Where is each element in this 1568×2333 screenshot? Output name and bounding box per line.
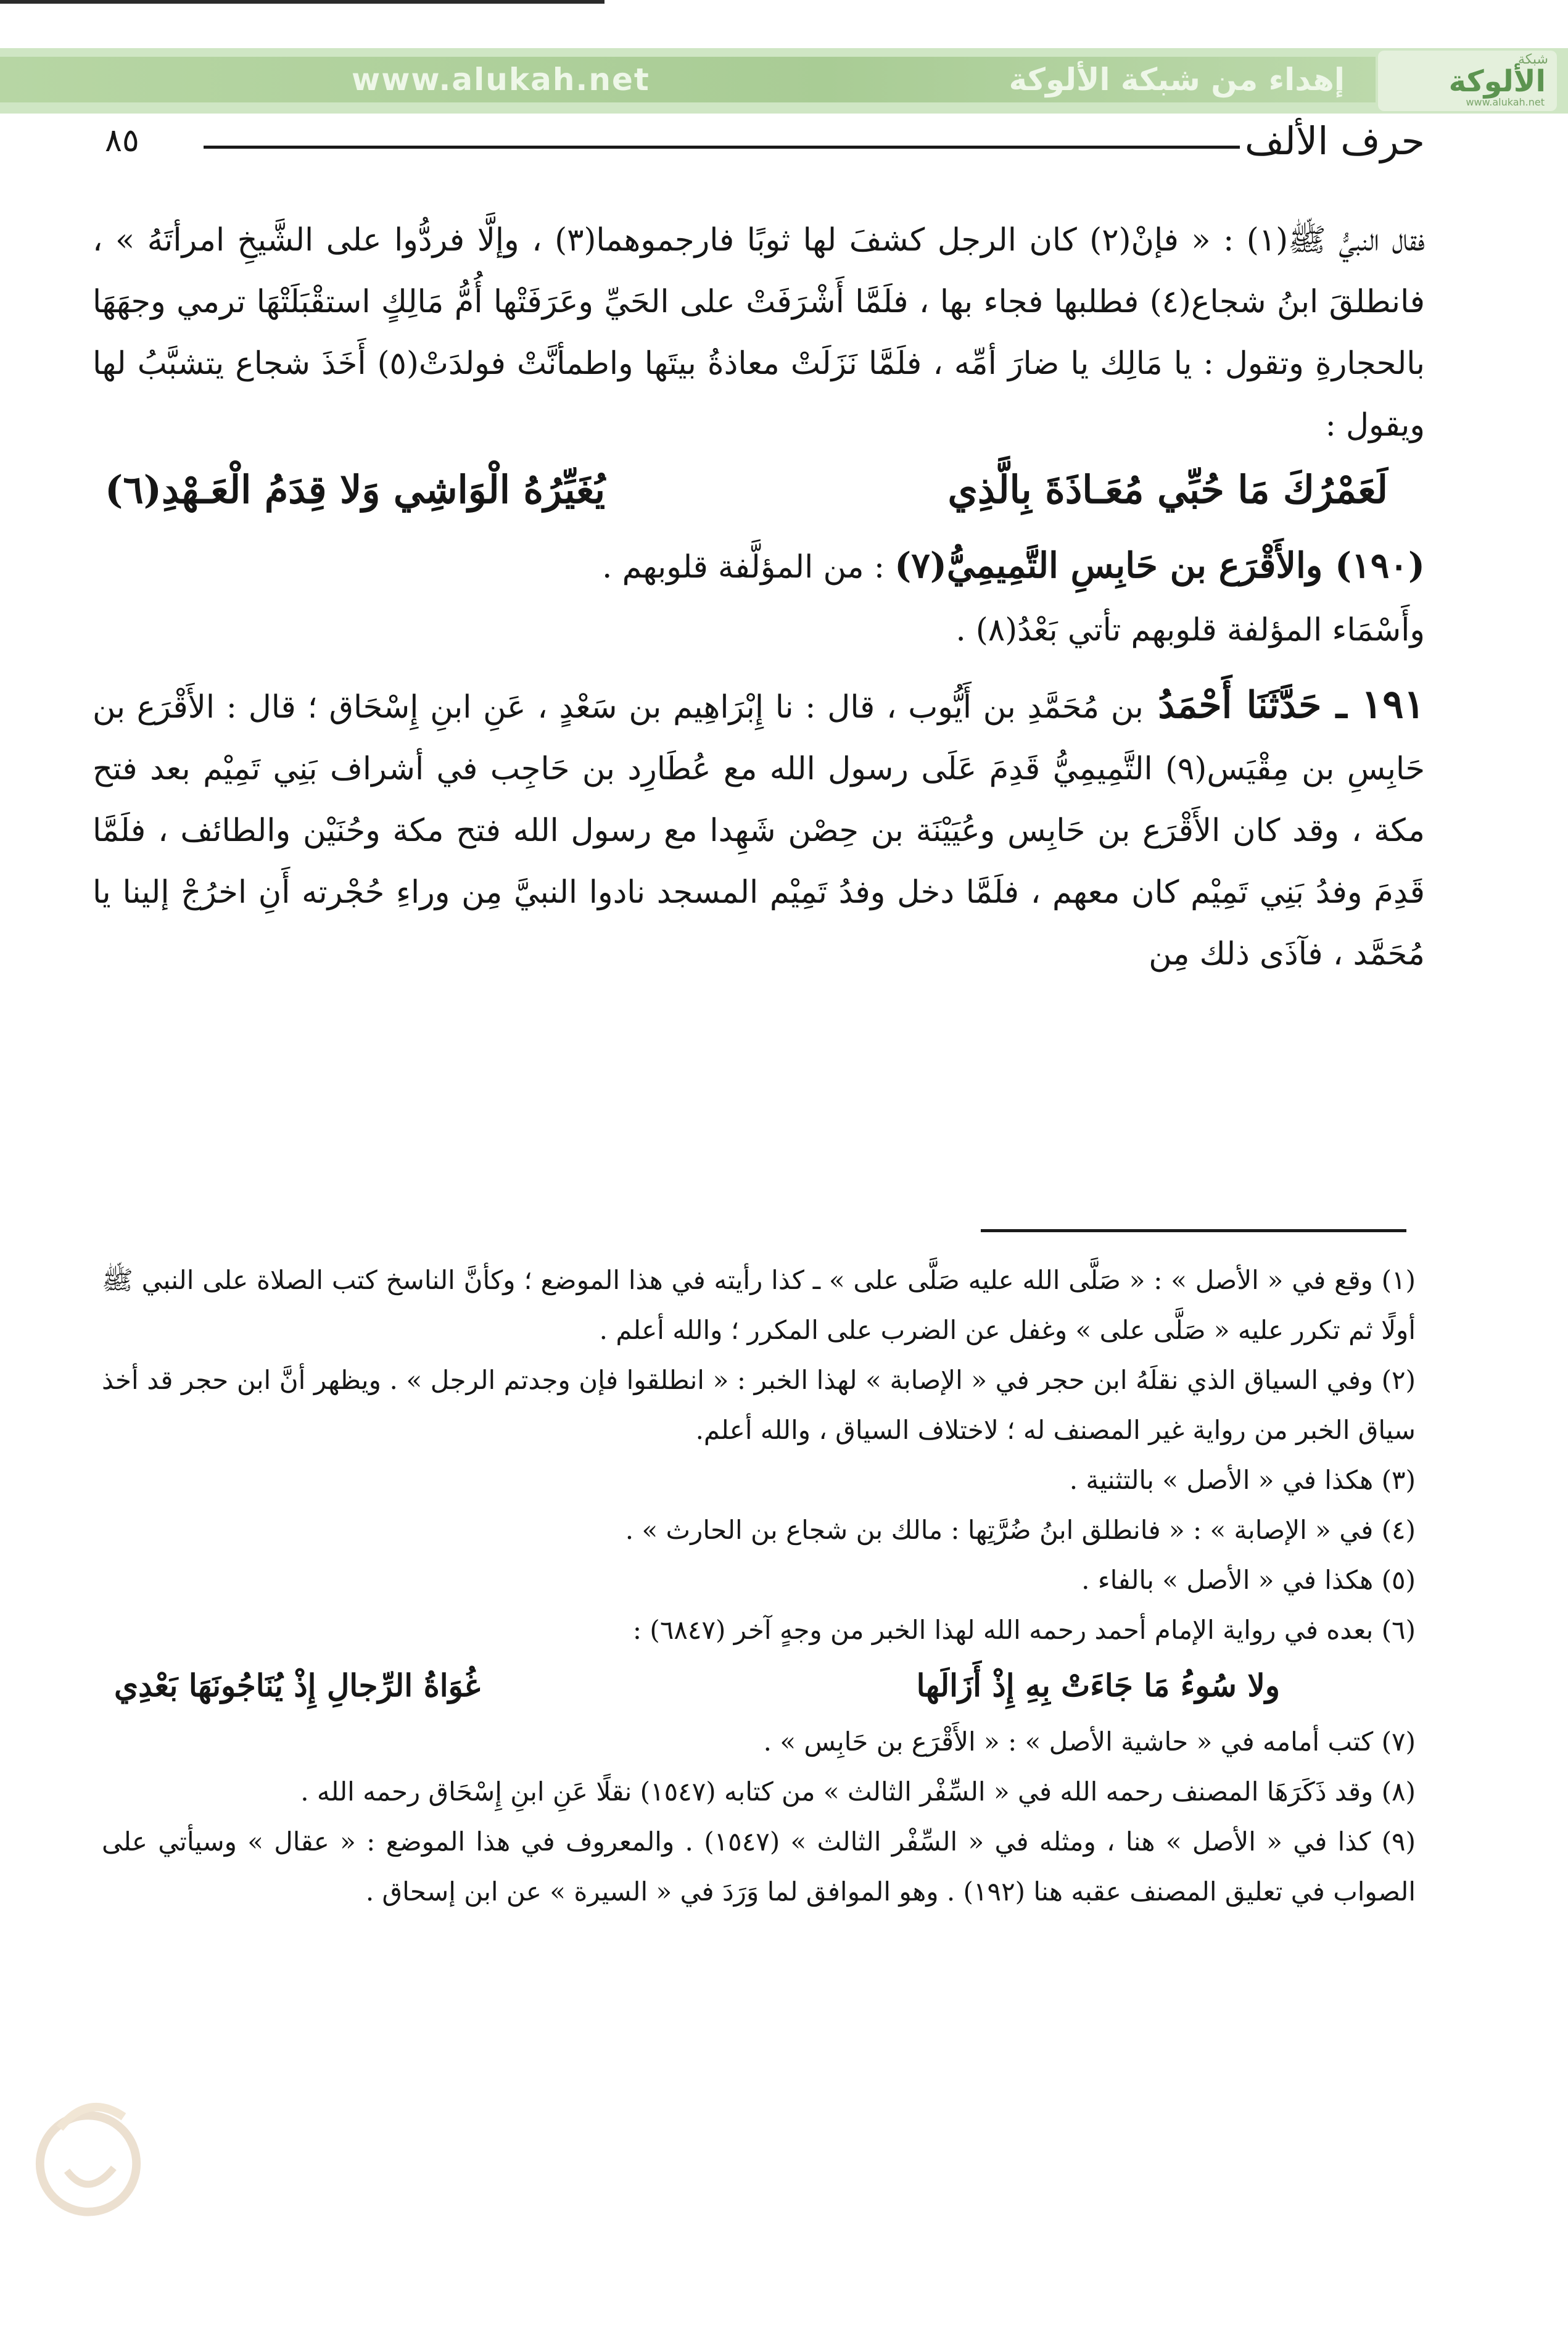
watermark-url: www.alukah.net xyxy=(352,62,650,97)
entry-190 xyxy=(93,532,1425,600)
footnotes xyxy=(102,1255,1416,1917)
verse-first-hemistich: لَعَمْرُكَ مَا حُبِّي مُعَـاذَةَ بِالَّذِي xyxy=(947,467,1388,512)
footnote-separator xyxy=(981,1229,1406,1232)
footnote-3: (٣) هكذا في « الأصل » بالتثنية . xyxy=(1069,1465,1416,1495)
footnote-verse xyxy=(102,1655,1416,1717)
hadith-narrator: ـ حَدَّثَنَا أَحْمَدُ xyxy=(1143,684,1361,727)
main-text xyxy=(93,210,1425,985)
faded-publisher-logo-icon xyxy=(17,2086,159,2227)
verse-second-hemistich: يُغَيِّرُهُ الْوَاشِي وَلا قِدَمُ الْعَـهْدِ(٦) xyxy=(105,467,606,512)
footnote-verse-first: ولا سُوءُ مَا جَاءَتْ بِهِ إِذْ أَزَالَها xyxy=(916,1667,1280,1704)
logo-main-text: الألوكة xyxy=(1448,64,1546,99)
footnote-7: (٧) كتب أمامه في « حاشية الأصل » : « الأَقْرَع بن حَابِس » . xyxy=(763,1726,1416,1757)
footnote-1: (١) وقع في « الأصل » : « صَلَّى الله عليه صَلَّى على » ـ كذا رأيته في هذا الموضع ؛ وكأنَّ الناسخ كتب الصلاة على النبي ﷺ أولًا ثم تكرر عليه « صَلَّى على » وغفل عن الضرب على المكرر ؛ والله أعلم . xyxy=(102,1265,1416,1345)
entry-description: : من المؤلَّفة قلوبهم . xyxy=(602,549,895,586)
footnote-2: (٢) وفي السياق الذي نقلَهُ ابن حجر في « الإصابة » لهذا الخبر : « انطلقوا فإن وجدتم الرجل » . ويظهر أنَّ ابن حجر قد أخذ سياق الخبر من رواية غير المصنف له ؛ لاختلاف السياق ، والله أعلم. xyxy=(102,1365,1416,1445)
chapter-title: حرف الألف xyxy=(1244,118,1425,164)
footnote-9: (٩) كذا في « الأصل » هنا ، ومثله في « السِّفْر الثالث » (١٥٤٧) . والمعروف في هذا الموضع : « عقال » وسيأتي على الصواب في تعليق المصنف عقبه هنا (١٩٢) . وهو الموافق لما وَرَدَ في « السيرة » عن ابن إسحاق . xyxy=(102,1826,1416,1907)
entry-heading: (١٩٠) والأَقْرَع بن حَابِسِ التَّمِيمِيُّ(٧) xyxy=(894,545,1425,586)
running-header xyxy=(105,116,1425,165)
top-edge-line xyxy=(0,0,605,4)
footnote-verse-second: غُوَاةُ الرِّجالِ إِذْ يُنَاجُونَهَا بَعْدِي xyxy=(114,1667,481,1704)
watermark-gift-text: إهداء من شبكة الألوكة xyxy=(1009,62,1345,97)
footnote-4: (٤) في « الإصابة » : « فانطلق ابنُ ضُرَّتِها : مالك بن شجاع بن الحارث » . xyxy=(625,1515,1416,1545)
footnote-8: (٨) وقد ذَكَرَهَا المصنف رحمه الله في « السِّفْر الثالث » من كتابه (١٥٤٧) نقلًا عَنِ ابنِ إِسْحَاق رحمه الله . xyxy=(300,1776,1416,1807)
hadith-text: بن مُحَمَّدِ بن أَيُّوب ، قال : نا إِبْرَاهِيم بن سَعْدٍ ، عَنِ ابنِ إِسْحَاق ؛ قال : الأَقْرَع بن حَابِسِ بن مِقْيَس(٩) التَّمِيمِيُّ قَدِمَ عَلَى رسول الله مع عُطَارِد بن حَاجِب في أشراف بَنِي تَمِيْم بعد فتح مكة ، وقد كان الأَقْرَع بن حَابِس وعُيَيْنَة بن حِصْن شَهِدا مع رسول الله فتح مكة وحُنَيْن والطائف ، فلَمَّا قَدِمَ وفدُ بَنِي تَمِيْم كان معهم ، فلَمَّا دخل وفدُ تَمِيْم المسجد نادوا النبيَّ مِن وراءِ حُجْرته أَنِ اخرُجْ إلينا يا مُحَمَّد ، فآذَى ذلك مِن xyxy=(93,689,1425,972)
logo-top-text: شبكة xyxy=(1517,52,1548,67)
header-rule xyxy=(204,146,1240,149)
paragraph-story: فقال النبيُّ ﷺ(١) : « فإنْ(٢) كان الرجل كشفَ لها ثوبًا فارجموهما(٣) ، وإلَّا فردُّوا على الشَّيخِ امرأتَهُ » ، فانطلقَ ابنُ شجاع(٤) فطلبها فجاء بها ، فلَمَّا أَشْرَفَتْ على الحَيِّ وعَرَفَتْها أُمُّ مَالِكٍ استقْبَلَتْهَا ترمي وجهَهَا بالحجارةِ وتقول : يا مَالِك يا ضارَ أمِّه ، فلَمَّا نَزَلَتْ معاذةُ بيتَها واطمأنَّتْ فولدَتْ(٥) أَخَذَ شجاع يتشبَّبُ لها ويقول : xyxy=(93,222,1425,444)
logo-sub-text: www.alukah.net xyxy=(1466,96,1545,108)
poem-verse xyxy=(93,457,1425,532)
hadith-191 xyxy=(93,674,1425,985)
paragraph-names-note: وأَسْمَاء المؤلفة قلوبهم تأتي بَعْدُ(٨) . xyxy=(955,612,1425,649)
hadith-number: ١٩١ xyxy=(1361,681,1426,727)
footnote-6: (٦) بعده في رواية الإمام أحمد رحمه الله لهذا الخبر من وجهٍ آخر (٦٨٤٧) : xyxy=(632,1615,1416,1645)
footnote-5: (٥) هكذا في « الأصل » بالفاء . xyxy=(1081,1565,1416,1595)
alukah-logo xyxy=(1378,51,1557,111)
page-number: ٨٥ xyxy=(105,122,139,159)
